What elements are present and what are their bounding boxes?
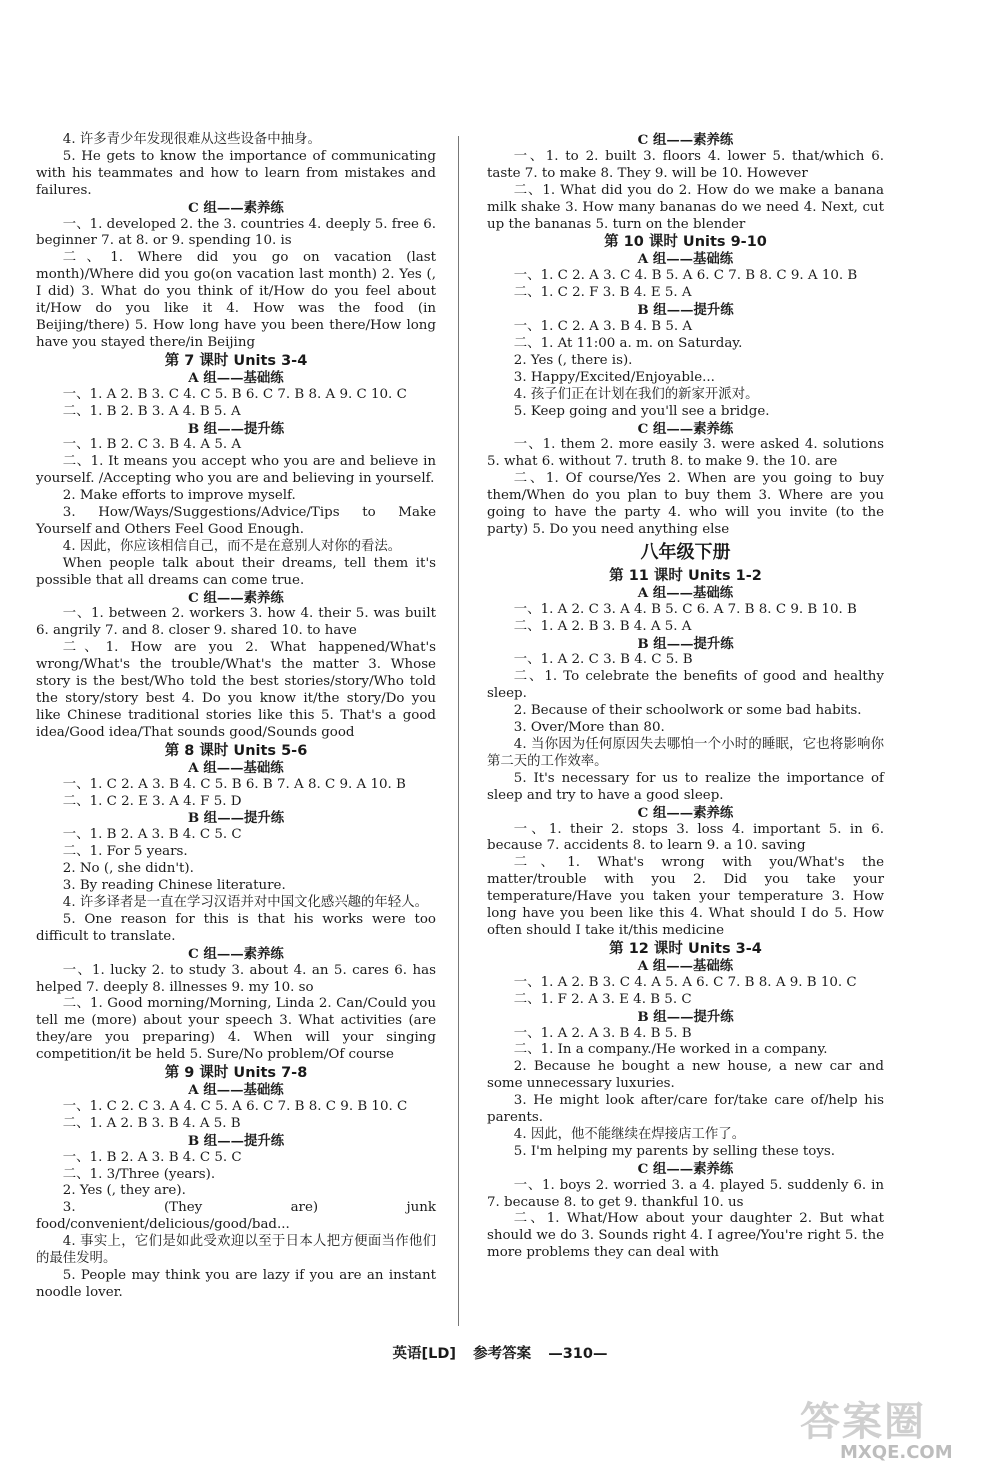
answer-line: 一、1. A 2. C 3. B 4. C 5. B <box>513 652 693 668</box>
answer-line: 4. 许多青少年发现很难从这些设备中抽身。 <box>62 132 321 147</box>
right-column <box>487 132 884 1262</box>
answer-line: 一、1. C 2. A 3. C 4. B 5. A 6. C 7. B 8. C 9. A 10. B <box>513 268 858 284</box>
answer-line: 一、1. boys 2. worried 3. a 4. played 5. suddenly 6. in 7. because 8. to get 9. thankful 10. us <box>487 1177 884 1210</box>
answer-line: 4. 事实上，它们是如此受欢迎以至于日本人把方便面当作他们的最佳发明。 <box>36 1234 436 1267</box>
answer-line: 3. (They are) junk food/convenient/delicious/good/bad... <box>36 1200 436 1233</box>
lesson-heading: 第 7 课时 Units 3-4 <box>164 352 308 369</box>
answer-line: 一、1. B 2. A 3. B 4. C 5. C <box>62 1149 242 1165</box>
answer-line: 一、1. C 2. C 3. A 4. C 5. A 6. C 7. B 8. C 9. B 10. C <box>62 1098 408 1114</box>
answer-line: 二、1. At 11:00 a. m. on Saturday. <box>513 335 743 351</box>
lesson-heading: 第 9 课时 Units 7-8 <box>164 1065 308 1082</box>
answer-line: 3. How/Ways/Suggestions/Advice/Tips to Make Yourself and Others Feel Good Enough. <box>36 505 436 537</box>
group-heading: B 组——提升练 <box>187 1132 285 1149</box>
left-column <box>36 132 436 1302</box>
answer-line: 2. No (, she didn't). <box>62 861 194 877</box>
group-heading: B 组——提升练 <box>187 420 285 437</box>
answer-line: 二、1. What/How about your daughter 2. But what should we do 3. Sounds right 4. I agree/You're right 5. the more problems they can deal with <box>487 1211 884 1261</box>
answer-line: 4. 许多译者是一直在学习汉语并对中国文化感兴趣的年轻人。 <box>62 894 428 910</box>
group-heading: A 组——基础练 <box>637 251 734 268</box>
answer-line: 二、1. What's wrong with you/What's the matter/trouble with you 2. Did you take your temperature/Have you taken your temperature 3. How long have you been like this 4. What should I do 5. How often should I take it/this medicine <box>487 855 884 938</box>
group-heading: B 组——提升练 <box>637 1008 734 1025</box>
grade-heading: 八年级下册 <box>640 541 731 563</box>
answer-line: 4. 因此，你应该相信自己，而不是在意别人对你的看法。 <box>62 538 402 554</box>
answer-line: 3. He might look after/care for/take care of/help his parents. <box>487 1093 884 1126</box>
group-heading: A 组——基础练 <box>188 1082 284 1099</box>
lesson-heading: 第 8 课时 Units 5-6 <box>164 742 308 759</box>
answer-line: 3. Happy/Excited/Enjoyable... <box>513 369 715 385</box>
group-heading: C 组——素养练 <box>188 945 284 962</box>
answer-line: 4. 因此，他不能继续在焊接店工作了。 <box>513 1126 746 1142</box>
group-heading: C 组——素养练 <box>637 420 734 437</box>
group-heading: A 组——基础练 <box>188 369 284 386</box>
answer-line: 二、1. A 2. B 3. B 4. A 5. A <box>513 618 692 634</box>
answer-line: 一、1. C 2. A 3. B 4. B 5. A <box>513 319 693 335</box>
answer-line: 3. By reading Chinese literature. <box>62 878 286 894</box>
answer-line: 二、1. 3/Three (years). <box>62 1166 216 1182</box>
answer-line: 2. Yes (, they are). <box>62 1183 186 1199</box>
page-number: —310— <box>548 1346 608 1362</box>
answer-line: 5. It's necessary for us to realize the importance of sleep and try to have a good sleep. <box>487 770 884 803</box>
answer-line: 一、1. to 2. built 3. floors 4. lower 5. that/which 6. taste 7. to make 8. They 9. will be 10. However <box>487 148 884 181</box>
answer-line: 5. Keep going and you'll see a bridge. <box>513 403 770 419</box>
lesson-heading: 第 12 课时 Units 3-4 <box>609 940 762 957</box>
answer-line: 二、1. What did you do 2. How do we make a banana milk shake 3. How many bananas do we need 4. Next, cut up the bananas 5. turn on the blender <box>487 182 884 232</box>
answer-line: 二、1. In a company./He worked in a company. <box>513 1042 828 1058</box>
answer-line: 一、1. them 2. more easily 3. were asked 4. solutions 5. what 6. without 7. truth 8. to make 9. the 10. are <box>487 437 884 470</box>
answer-line: 3. Over/More than 80. <box>513 720 665 736</box>
group-heading: C 组——素养练 <box>188 589 284 606</box>
answer-line: 二、1. How are you 2. What happened/What's wrong/What's the trouble/What's the matter 3. Whose story is the best/Who told the best stories/story/Who told the story/story best 4. Do you know it/the story/Do you like Chinese traditional stories like this 5. That's a good idea/Good idea/That sounds good/Sounds good <box>36 640 436 740</box>
group-heading: C 组——素养练 <box>637 804 734 821</box>
answer-line: 5. One reason for this is that his works were too difficult to translate. <box>36 911 436 944</box>
answer-line: 4. 当你因为任何原因失去哪怕一个小时的睡眠，它也将影响你第二天的工作效率。 <box>487 737 884 769</box>
watermark-url: MXQE.COM <box>840 1442 953 1463</box>
answer-line: 一、1. A 2. B 3. C 4. C 5. B 6. C 7. B 8. A 9. C 10. C <box>62 386 407 402</box>
answer-line: 二、1. Of course/Yes 2. When are you going to buy them/When do you plan to buy them 3. Where are you going to have the party 4. who will you invite (to the party) 5. Do you need anything else <box>487 471 884 537</box>
group-heading: B 组——提升练 <box>637 635 734 652</box>
footer-subject: 英语[LD] <box>392 1346 457 1362</box>
answer-line: 一、1. B 2. A 3. B 4. C 5. C <box>62 827 242 843</box>
answer-line: 二、1. It means you accept who you are and believe in yourself. /Accepting who you are and believing in yourself. <box>36 454 436 487</box>
group-heading: B 组——提升练 <box>187 810 285 827</box>
answer-line: 5. I'm helping my parents by selling these toys. <box>513 1143 836 1159</box>
answer-line: 2. Because of their schoolwork or some bad habits. <box>513 703 862 719</box>
answer-line: 二、1. For 5 years. <box>62 844 188 860</box>
answer-line: 一、1. A 2. C 3. A 4. B 5. C 6. A 7. B 8. C 9. B 10. B <box>513 601 857 617</box>
answer-line: 一、1. B 2. C 3. B 4. A 5. A <box>62 437 242 453</box>
lesson-heading: 第 11 课时 Units 1-2 <box>609 567 762 584</box>
group-heading: C 组——素养练 <box>637 1160 734 1177</box>
answer-line: 二、1. Good morning/Morning, Linda 2. Can/Could you tell me (more) about your speech 3. What activities (are they/are you preparing) 4. When will your singing competition/it be held 5. Sure/No problem/Of course <box>36 996 436 1063</box>
footer-label: 参考答案 <box>473 1346 532 1362</box>
answer-line: 一、1. lucky 2. to study 3. about 4. an 5. cares 6. has helped 7. deeply 8. illnesses 9. my 10. so <box>36 962 436 995</box>
answer-line: 二、1. C 2. F 3. B 4. E 5. A <box>513 285 692 301</box>
group-heading: B 组——提升练 <box>637 302 734 319</box>
answer-line: 2. Yes (, there is). <box>513 352 633 368</box>
answer-line: 一、1. developed 2. the 3. countries 4. deeply 5. free 6. beginner 7. at 8. or 9. spending 10. is <box>36 216 436 249</box>
page-footer <box>0 1342 1000 1363</box>
answer-line: 二、1. Where did you go on vacation (last month)/Where did you go(on vacation last month) 2. Yes (, I did) 3. What do you think of it/How do you feel about it/How do you like it 4. How was the food (in Beijing/there) 5. How long have you been there/How long have you stayed there/in Beijing <box>36 250 436 350</box>
answer-line: 二、1. F 2. A 3. E 4. B 5. C <box>513 991 692 1007</box>
answer-line: 4. 孩子们正在计划在我们的新家开派对。 <box>513 386 759 402</box>
answer-line: 一、1. A 2. B 3. C 4. A 5. A 6. C 7. B 8. A 9. B 10. C <box>513 974 857 990</box>
answer-line: 一、1. A 2. A 3. B 4. B 5. B <box>513 1025 692 1041</box>
answer-line: 二、1. B 2. B 3. A 4. B 5. A <box>62 403 241 419</box>
answer-line: 2. Because he bought a new house, a new car and some unnecessary luxuries. <box>487 1059 884 1092</box>
answer-line: 5. People may think you are lazy if you are an instant noodle lover. <box>36 1268 436 1300</box>
lesson-heading: 第 10 课时 Units 9-10 <box>604 234 767 251</box>
group-heading: A 组——基础练 <box>188 759 284 776</box>
answer-line: 二、1. C 2. E 3. A 4. F 5. D <box>62 793 242 809</box>
group-heading: A 组——基础练 <box>637 957 734 974</box>
answer-line: 二、1. To celebrate the benefits of good and healthy sleep. <box>487 669 884 702</box>
answer-line: When people talk about their dreams, tell them it's possible that all dreams can come true. <box>36 555 436 588</box>
answer-line: 二、1. A 2. B 3. B 4. A 5. B <box>62 1115 241 1131</box>
answer-line: 一、1. C 2. A 3. B 4. C 5. B 6. B 7. A 8. C 9. A 10. B <box>62 776 406 792</box>
answer-line: 一、1. their 2. stops 3. loss 4. important 5. in 6. because 7. accidents 8. to learn 9. a 10. saving <box>487 821 884 854</box>
watermark-mark: 答案圈 <box>800 1399 926 1445</box>
answer-line: 一、1. between 2. workers 3. how 4. their 5. was built 6. angrily 7. and 8. closer 9. shared 10. to have <box>36 606 436 639</box>
group-heading: C 组——素养练 <box>188 199 284 216</box>
group-heading: C 组——素养练 <box>637 132 734 148</box>
answer-line: 2. Make efforts to improve myself. <box>62 488 296 504</box>
watermark-logo <box>780 1390 990 1470</box>
column-divider <box>458 136 459 1326</box>
answer-line: 5. He gets to know the importance of communicating with his teammates and how to learn from mistakes and failures. <box>36 148 436 198</box>
group-heading: A 组——基础练 <box>637 584 734 601</box>
